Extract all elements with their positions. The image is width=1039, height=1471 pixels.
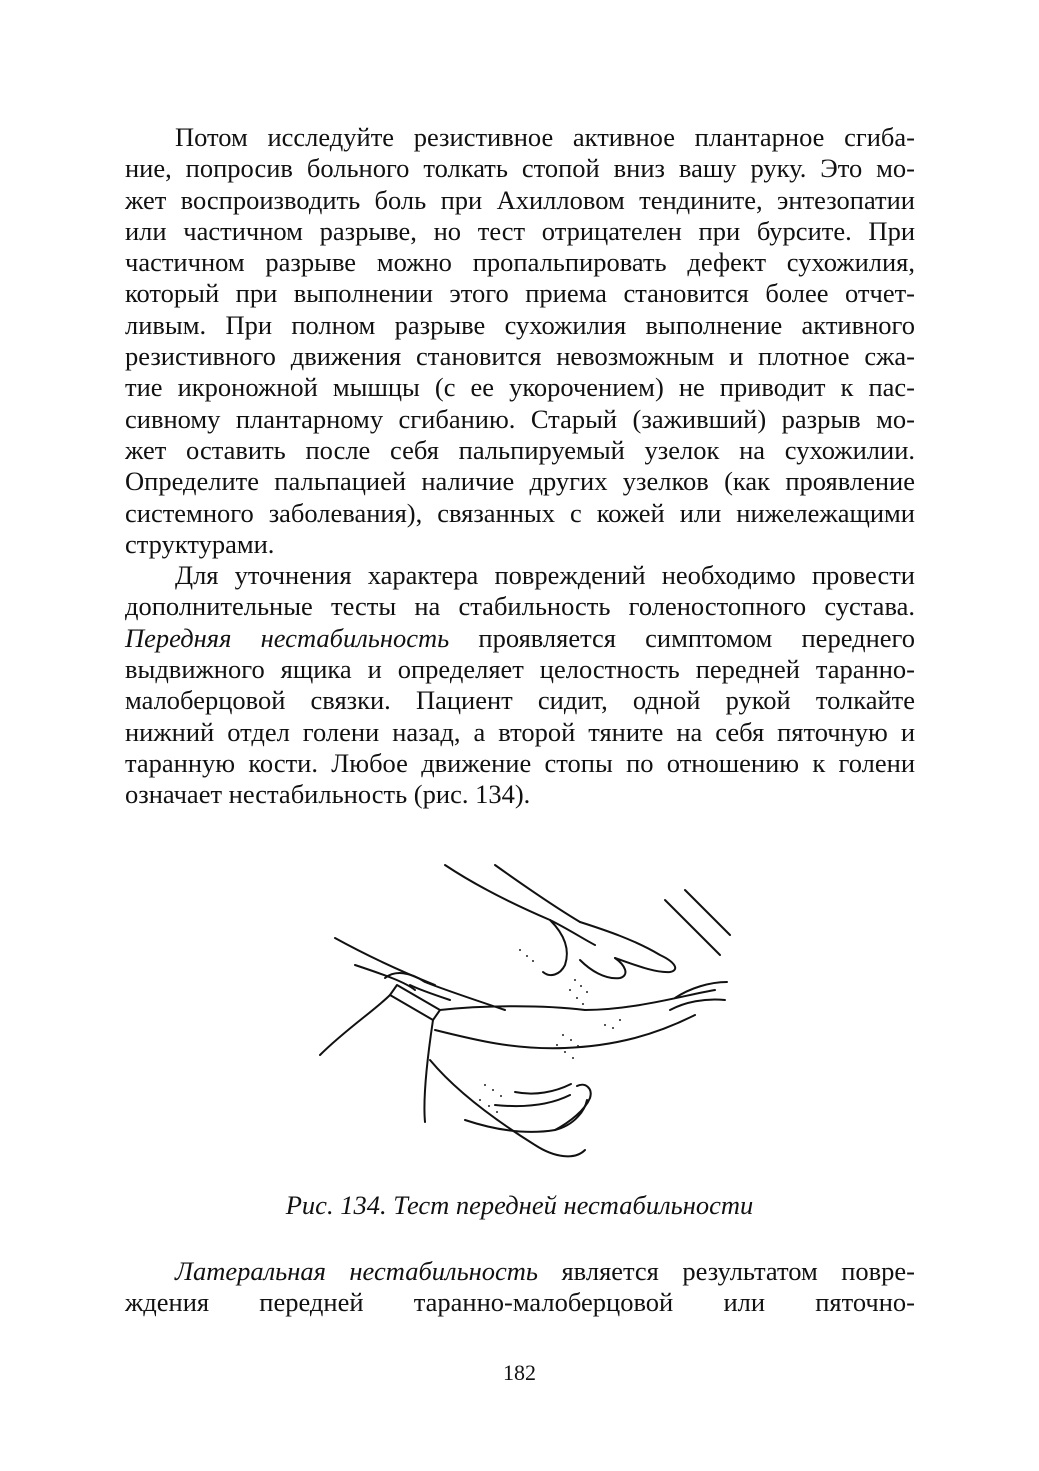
text-fragment: является результатом повре-: [538, 1256, 915, 1286]
patient-foot: [440, 990, 715, 1010]
text-line: структурами.: [125, 528, 275, 559]
paragraph-plantar-flexion: [125, 122, 915, 560]
text-line: Для уточнения характера повреждений необходимо провести: [175, 560, 915, 591]
term-anterior-instability: Передняя нестабильность: [125, 622, 450, 653]
paragraph-stability-tests: [125, 560, 915, 810]
page-number: 182: [503, 1360, 536, 1385]
examiner-hand-right: [430, 1060, 585, 1156]
text-line: нижний отдел голени назад, а второй тяните на себя пяточную и: [125, 716, 915, 747]
text-line: ждения передней таранно-малоберцовой или пяточно-: [125, 1287, 915, 1318]
continuation-text: [125, 1256, 915, 1319]
text-line: тие икроножной мышцы (с ее укорочением) не приводит к пас-: [125, 372, 915, 403]
text-fragment: проявляется симптомом переднего: [449, 622, 915, 653]
examiner-hand-top: [543, 920, 567, 975]
figure-134-illustration: [315, 860, 735, 1170]
text-line-mixed: [125, 1256, 915, 1287]
figure-caption: Рис. 134. Тест передней нестабильности: [285, 1190, 754, 1220]
text-line: жет оставить после себя пальпируемый узелок на сухожилии.: [125, 434, 915, 465]
text-line: означает нестабильность (рис. 134).: [125, 779, 531, 810]
text-line: системного заболевания), связанных с кожей или нижележащими: [125, 497, 915, 528]
text-line: дополнительные тесты на стабильность голеностопного сустава.: [125, 591, 915, 622]
examiner-sleeve-left: [320, 995, 433, 1122]
text-line: жет воспроизводить боль при Ахилловом тендините, энтезопатии: [125, 184, 915, 215]
text-line: ние, попросив больного толкать стопой вниз вашу руку. Это мо-: [125, 153, 915, 184]
text-line: сивному плантарному сгибанию. Старый (заживший) разрыв мо-: [125, 403, 915, 434]
text-line: который при выполнении этого приема становится более отчет-: [125, 278, 915, 309]
text-line: резистивного движения становится невозможным и плотное сжа-: [125, 341, 915, 372]
examiner-hand-left: [385, 973, 505, 1010]
examiner-forearm-top: [445, 865, 595, 945]
text-line: или частичном разрыве, но тест отрицателен при бурсите. При: [125, 215, 915, 246]
text-line: Потом исследуйте резистивное активное плантарное сгиба-: [175, 122, 915, 152]
text-line: таранную кости. Любое движение стопы по отношению к голени: [125, 747, 915, 778]
text-line-mixed: [125, 623, 915, 654]
text-line: Определите пальпацией наличие других узелков (как проявление: [125, 466, 915, 497]
main-text: [125, 122, 915, 811]
patient-leg-right: [665, 900, 720, 955]
term-lateral-instability: Латеральная нестабильность: [175, 1256, 538, 1286]
text-line: частичном разрыве можно пропальпировать дефект сухожилия,: [125, 247, 915, 278]
text-line: ливым. При полном разрыве сухожилия выполнение активного: [125, 309, 915, 340]
anterior-drawer-test-drawing: [315, 860, 735, 1170]
text-line: выдвижного ящика и определяет целостность передней таранно-: [125, 654, 915, 685]
text-line: малоберцовой связки. Пациент сидит, одной рукой толкайте: [125, 685, 915, 716]
